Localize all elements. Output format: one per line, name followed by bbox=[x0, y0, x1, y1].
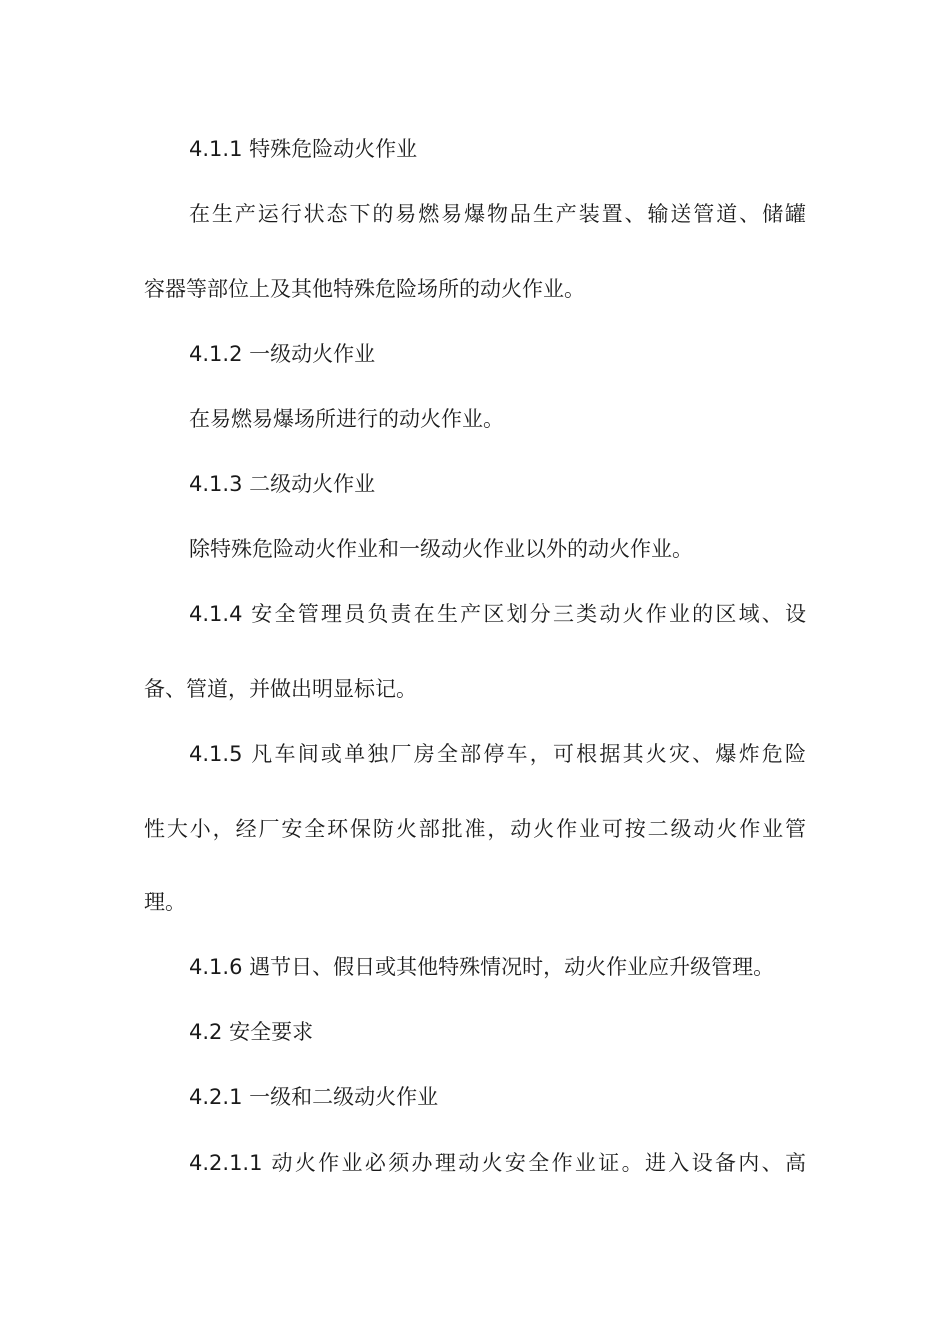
paragraph-line: 4.1.6 遇节日、假日或其他特殊情况时，动火作业应升级管理。 bbox=[189, 955, 775, 979]
heading-4-1-2: 4.1.2 一级动火作业 bbox=[189, 342, 376, 366]
paragraph-line: 备、管道，并做出明显标记。 bbox=[144, 677, 417, 701]
paragraph-line: 4.1.4 安全管理员负责在生产区划分三类动火作业的区域、设 bbox=[189, 602, 806, 626]
paragraph-line: 理。 bbox=[144, 890, 186, 914]
paragraph-line: 4.1.5 凡车间或单独厂房全部停车，可根据其火灾、爆炸危险 bbox=[189, 742, 806, 766]
paragraph-line: 4.2.1.1 动火作业必须办理动火安全作业证。进入设备内、高 bbox=[189, 1151, 806, 1175]
heading-4-1-1: 4.1.1 特殊危险动火作业 bbox=[189, 137, 418, 161]
heading-4-1-3: 4.1.3 二级动火作业 bbox=[189, 472, 376, 496]
paragraph-line: 除特殊危险动火作业和一级动火作业以外的动火作业。 bbox=[189, 537, 693, 561]
heading-4-2-1: 4.2.1 一级和二级动火作业 bbox=[189, 1085, 439, 1109]
paragraph-line: 在易燃易爆场所进行的动火作业。 bbox=[189, 407, 504, 431]
paragraph-line: 在生产运行状态下的易燃易爆物品生产装置、输送管道、储罐 bbox=[189, 202, 806, 226]
paragraph-line: 容器等部位上及其他特殊危险场所的动火作业。 bbox=[144, 277, 585, 301]
paragraph-line: 性大小，经厂安全环保防火部批准，动火作业可按二级动火作业管 bbox=[144, 817, 806, 841]
heading-4-2: 4.2 安全要求 bbox=[189, 1020, 314, 1044]
